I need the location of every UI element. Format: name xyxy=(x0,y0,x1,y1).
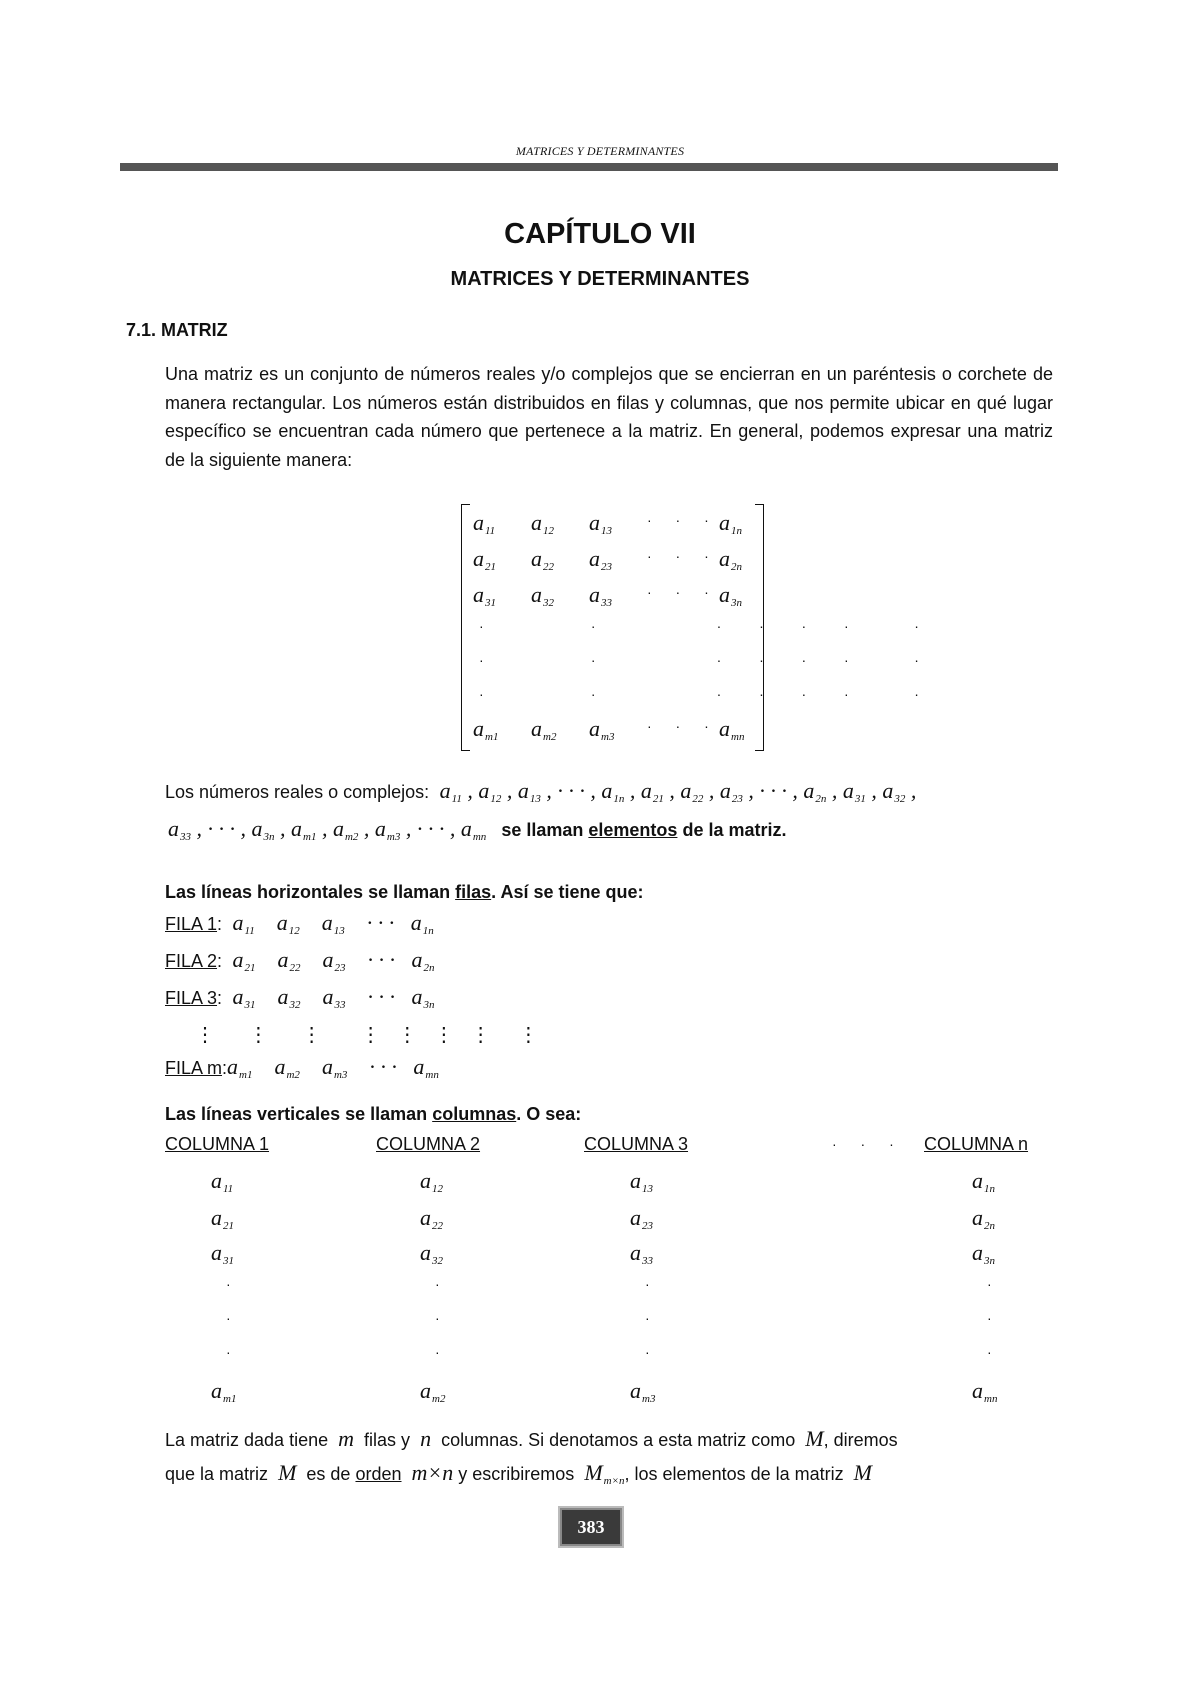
fila-elements: $a_{11}$ $a_{12}$ $a_{13}$ · · · $a_{1n}$ xyxy=(227,910,434,937)
chapter-subtitle: MATRICES Y DETERMINANTES xyxy=(450,268,750,290)
matrix-element: $a_{32}$ xyxy=(531,582,554,609)
matrix-element: $a_{3n}$ xyxy=(719,582,742,609)
var-M: M xyxy=(853,1460,872,1485)
columnas-keyword: columnas xyxy=(432,1104,517,1124)
fila-label: FILA 2 xyxy=(165,951,218,971)
matrix-element: $a_{12}$ xyxy=(531,510,554,537)
intro-text: Una matriz es un conjunto de números reales y/o complejos que se encierran en un paréntesis o corchete de manera rectangular. Los números están distribuidos en filas y columnas, que nos permite ubicar en qué lugar específico se encuentran cada número que pertenece a la matriz. En general, podemos expresar una matriz de la siguiente manera: xyxy=(165,364,1053,470)
col-element: $a_{3n}$ xyxy=(972,1240,995,1267)
matrix-element: $a_{31}$ xyxy=(473,582,496,609)
fila-elements: $a_{31}$ $a_{32}$ $a_{33}$ · · · $a_{3n}$ xyxy=(227,984,435,1011)
matrix-dots: · · · · · · · xyxy=(479,652,929,668)
matrix-element: $a_{13}$ xyxy=(589,510,612,537)
matrix-element: $a_{2n}$ xyxy=(719,546,742,573)
matrix-dots: · · · · · · · xyxy=(479,618,929,634)
closing-text: columnas. Si denotamos a esta matriz como xyxy=(441,1430,796,1450)
filas-after: . Así se tiene que: xyxy=(491,882,644,902)
intro-paragraph xyxy=(165,360,1053,474)
col-element: $a_{m3}$ xyxy=(630,1378,656,1405)
col-dot: · xyxy=(226,1276,241,1292)
matrix-element: $a_{m2}$ xyxy=(531,716,557,743)
matrix-element: $a_{22}$ xyxy=(531,546,554,573)
col-element: $a_{23}$ xyxy=(630,1205,653,1232)
var-M-mxn: $M_{m\times n}$ xyxy=(584,1460,625,1487)
matrix-element: $a_{23}$ xyxy=(589,546,612,573)
closing-text: , los elementos de la matriz xyxy=(624,1464,844,1484)
closing-text: , diremos xyxy=(823,1430,898,1450)
columnas-intro xyxy=(165,1104,581,1125)
fila-row-2: FILA 2: $a_{21}$ $a_{22}$ $a_{23}$ · · · $a_{2n}$ xyxy=(165,947,435,974)
closing-text: La matriz dada tiene xyxy=(165,1430,329,1450)
col-dot: · xyxy=(435,1276,450,1292)
col-dot: · xyxy=(987,1276,1002,1292)
var-mxn: m×n xyxy=(411,1460,454,1485)
filas-lead: Las líneas horizontales se llaman xyxy=(165,882,451,902)
element-list: $a_{33}$ , · · · , $a_{3n}$ , $a_{m1}$ , $a_{m2}$ , $a_{m3}$ , · · · , $a_{mn}$ xyxy=(168,816,487,843)
col-dot: · xyxy=(226,1344,241,1360)
col-dot: · xyxy=(645,1344,660,1360)
column-header: COLUMNA n xyxy=(924,1134,1029,1154)
filas-intro xyxy=(165,882,644,903)
var-m: m xyxy=(338,1426,355,1451)
column-header: COLUMNA 1 xyxy=(165,1134,270,1154)
column-header: COLUMNA 3 xyxy=(584,1134,689,1154)
col-element: $a_{11}$ xyxy=(211,1168,234,1195)
running-header: MATRICES Y DETERMINANTES xyxy=(515,144,685,158)
matrix-element: $a_{mn}$ xyxy=(719,716,745,743)
section-heading: 7.1. MATRIZ xyxy=(126,320,228,340)
fila-row-1: FILA 1: $a_{11}$ $a_{12}$ $a_{13}$ · · · $a_{1n}$ xyxy=(165,910,434,937)
fila-row-3: FILA 3: $a_{31}$ $a_{32}$ $a_{33}$ · · · $a_{3n}$ xyxy=(165,984,435,1011)
matrix-dots: · · · xyxy=(647,718,719,734)
col-dot: · xyxy=(645,1276,660,1292)
col-element: $a_{13}$ xyxy=(630,1168,653,1195)
fila-vdots: ⋮ ⋮ ⋮ ⋮ ⋮ ⋮ ⋮ ⋮ xyxy=(195,1024,539,1046)
column-dots: · · · xyxy=(832,1136,904,1152)
fila-label: FILA 3 xyxy=(165,988,218,1008)
matrix-element: $a_{m1}$ xyxy=(473,716,499,743)
matrix-dots: · · · xyxy=(647,584,719,600)
closing-text: es de xyxy=(306,1464,351,1484)
matrix-element: $a_{1n}$ xyxy=(719,510,742,537)
elements-lead: Los números reales o complejos: xyxy=(165,782,430,802)
matrix-dots: · · · · · · · xyxy=(479,686,929,702)
elements-suffix: de la matriz. xyxy=(682,820,787,840)
col-element: $a_{1n}$ xyxy=(972,1168,995,1195)
closing-line-2 xyxy=(165,1460,872,1487)
var-M: M xyxy=(278,1460,297,1485)
col-dot: · xyxy=(435,1344,450,1360)
col-element: $a_{21}$ xyxy=(211,1205,234,1232)
fila-row-m: FILA $m:a_{m1}$ $a_{m2}$ $a_{m3}$ · · · $a_{mn}$ xyxy=(165,1054,439,1081)
orden-keyword: orden xyxy=(355,1464,402,1484)
elements-line-2 xyxy=(168,816,787,843)
col-element: $a_{22}$ xyxy=(420,1205,443,1232)
var-M: M xyxy=(805,1426,824,1451)
fila-elements: $a_{21}$ $a_{22}$ $a_{23}$ · · · $a_{2n}$ xyxy=(227,947,435,974)
col-element: $a_{m2}$ xyxy=(420,1378,446,1405)
col-dot: · xyxy=(645,1310,660,1326)
col-element: $a_{33}$ xyxy=(630,1240,653,1267)
columnas-after: . O sea: xyxy=(516,1104,582,1124)
matrix-element: $a_{33}$ xyxy=(589,582,612,609)
matrix-dots: · · · xyxy=(647,512,719,528)
matrix-element: $a_{21}$ xyxy=(473,546,496,573)
col-dot: · xyxy=(435,1310,450,1326)
col-dot: · xyxy=(226,1310,241,1326)
columnas-lead: Las líneas verticales se llaman xyxy=(165,1104,428,1124)
col-dot: · xyxy=(987,1344,1002,1360)
fila-label: FILA 1 xyxy=(165,914,218,934)
matrix-element: $a_{m3}$ xyxy=(589,716,615,743)
column-header: COLUMNA 2 xyxy=(376,1134,481,1154)
closing-text: filas y xyxy=(364,1430,411,1450)
closing-line-1 xyxy=(165,1426,898,1452)
col-element: $a_{31}$ xyxy=(211,1240,234,1267)
matrix-element: $a_{11}$ xyxy=(473,510,496,537)
col-element: $a_{2n}$ xyxy=(972,1205,995,1232)
col-element: $a_{12}$ xyxy=(420,1168,443,1195)
filas-keyword: filas xyxy=(455,882,492,902)
col-element: $a_{32}$ xyxy=(420,1240,443,1267)
left-bracket xyxy=(461,504,470,751)
general-matrix xyxy=(461,504,929,749)
col-element: $a_{m1}$ xyxy=(211,1378,237,1405)
closing-text: que la matriz xyxy=(165,1464,269,1484)
elements-keyword: elementos xyxy=(588,820,678,840)
elements-se-llaman: se llaman xyxy=(501,820,584,840)
matrix-dots: · · · xyxy=(647,548,719,564)
page-number: 383 xyxy=(560,1508,622,1546)
closing-text: y escribiremos xyxy=(458,1464,575,1484)
col-element: $a_{mn}$ xyxy=(972,1378,998,1405)
elements-line-1 xyxy=(165,778,916,805)
chapter-title: CAPÍTULO VII xyxy=(504,218,696,250)
col-dot: · xyxy=(987,1310,1002,1326)
header-rule xyxy=(120,163,1058,171)
element-list: $a_{11}$ , $a_{12}$ , $a_{13}$ , · · · , $a_{1n}$ , $a_{21}$ , $a_{22}$ , $a_{23}$ , · · · , $a_{2n}$ , $a_{31}$ , $a_{32}$ , xyxy=(434,778,917,805)
var-n: n xyxy=(420,1426,432,1451)
fila-elements: $a_{m1}$ $a_{m2}$ $a_{m3}$ · · · $a_{mn}$ xyxy=(227,1054,439,1081)
fila-label: FILA m xyxy=(165,1058,223,1078)
